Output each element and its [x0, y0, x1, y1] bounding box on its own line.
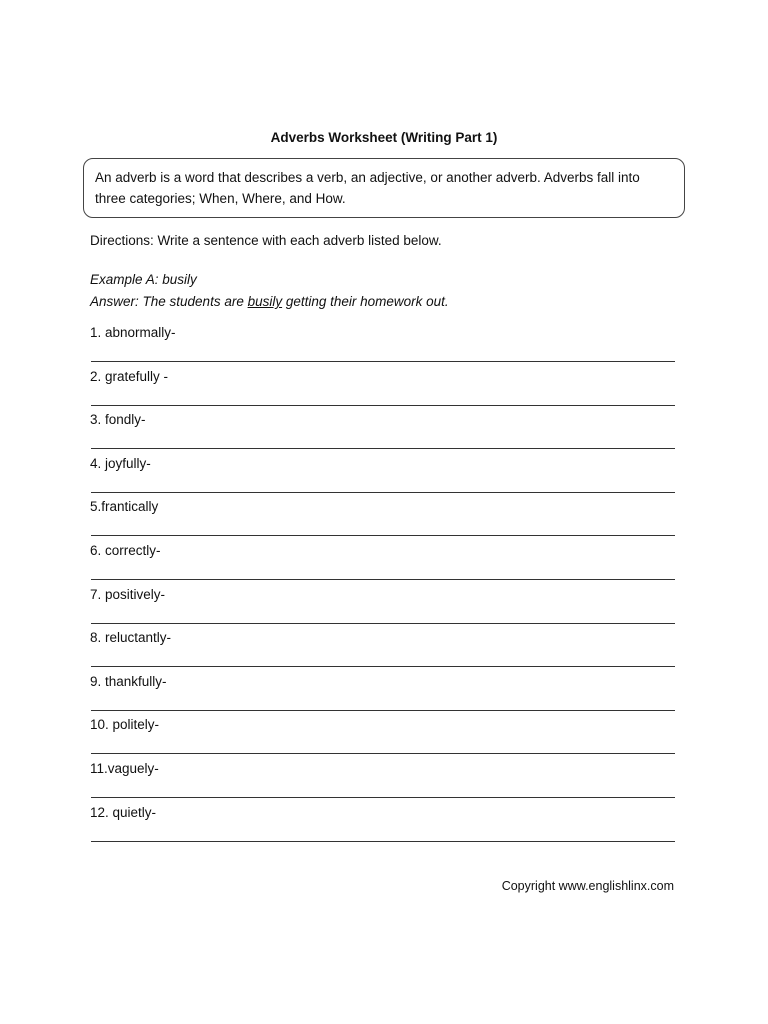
list-item	[90, 455, 676, 499]
example-answer-suffix: getting their homework out.	[282, 294, 449, 309]
item-label: 5.frantically	[90, 499, 159, 515]
list-item	[90, 673, 676, 717]
answer-line[interactable]	[91, 666, 675, 667]
copyright-notice: Copyright www.englishlinx.com	[501, 879, 674, 893]
example-answer-word: busily	[247, 294, 283, 309]
definition-text: An adverb is a word that describes a verb, an adjective, or another adverb. Adverbs fall into three categories; When, Where, and How.	[95, 170, 640, 206]
answer-line[interactable]	[91, 405, 675, 406]
example-label: Example A: busily	[90, 272, 197, 287]
list-item	[90, 411, 676, 455]
list-item	[90, 760, 676, 804]
item-label: 12. quietly-	[90, 804, 157, 820]
answer-line[interactable]	[91, 623, 675, 624]
directions-text: Directions: Write a sentence with each adverb listed below.	[90, 233, 442, 248]
answer-line[interactable]	[91, 797, 675, 798]
answer-line[interactable]	[91, 841, 675, 842]
item-label: 9. thankfully-	[90, 673, 167, 689]
item-label: 10. politely-	[90, 717, 160, 733]
list-item	[90, 629, 676, 673]
answer-line[interactable]	[91, 579, 675, 580]
example-answer-prefix: Answer: The students are	[90, 294, 248, 309]
list-item	[90, 716, 676, 760]
adverb-list	[90, 324, 676, 847]
answer-line[interactable]	[91, 710, 675, 711]
item-label: 6. correctly-	[90, 542, 161, 558]
list-item	[90, 804, 676, 848]
answer-line[interactable]	[91, 361, 675, 362]
item-label: 1. abnormally-	[90, 325, 176, 340]
list-item	[90, 324, 676, 368]
example-block	[90, 269, 449, 313]
answer-line[interactable]	[91, 535, 675, 536]
item-label: 7. positively-	[90, 586, 166, 602]
answer-line[interactable]	[91, 492, 675, 493]
definition-box	[83, 158, 685, 218]
example-answer	[90, 291, 449, 313]
list-item	[90, 368, 676, 412]
answer-line[interactable]	[91, 753, 675, 754]
item-label: 4. joyfully-	[90, 455, 151, 471]
answer-line[interactable]	[91, 448, 675, 449]
item-label: 3. fondly-	[90, 412, 146, 428]
item-label: 2. gratefully -	[90, 368, 169, 384]
item-label: 8. reluctantly-	[90, 630, 172, 646]
item-label: 11.vaguely-	[90, 760, 159, 776]
list-item	[90, 586, 676, 630]
list-item	[90, 542, 676, 586]
list-item	[90, 498, 676, 542]
page-title: Adverbs Worksheet (Writing Part 1)	[270, 130, 498, 145]
